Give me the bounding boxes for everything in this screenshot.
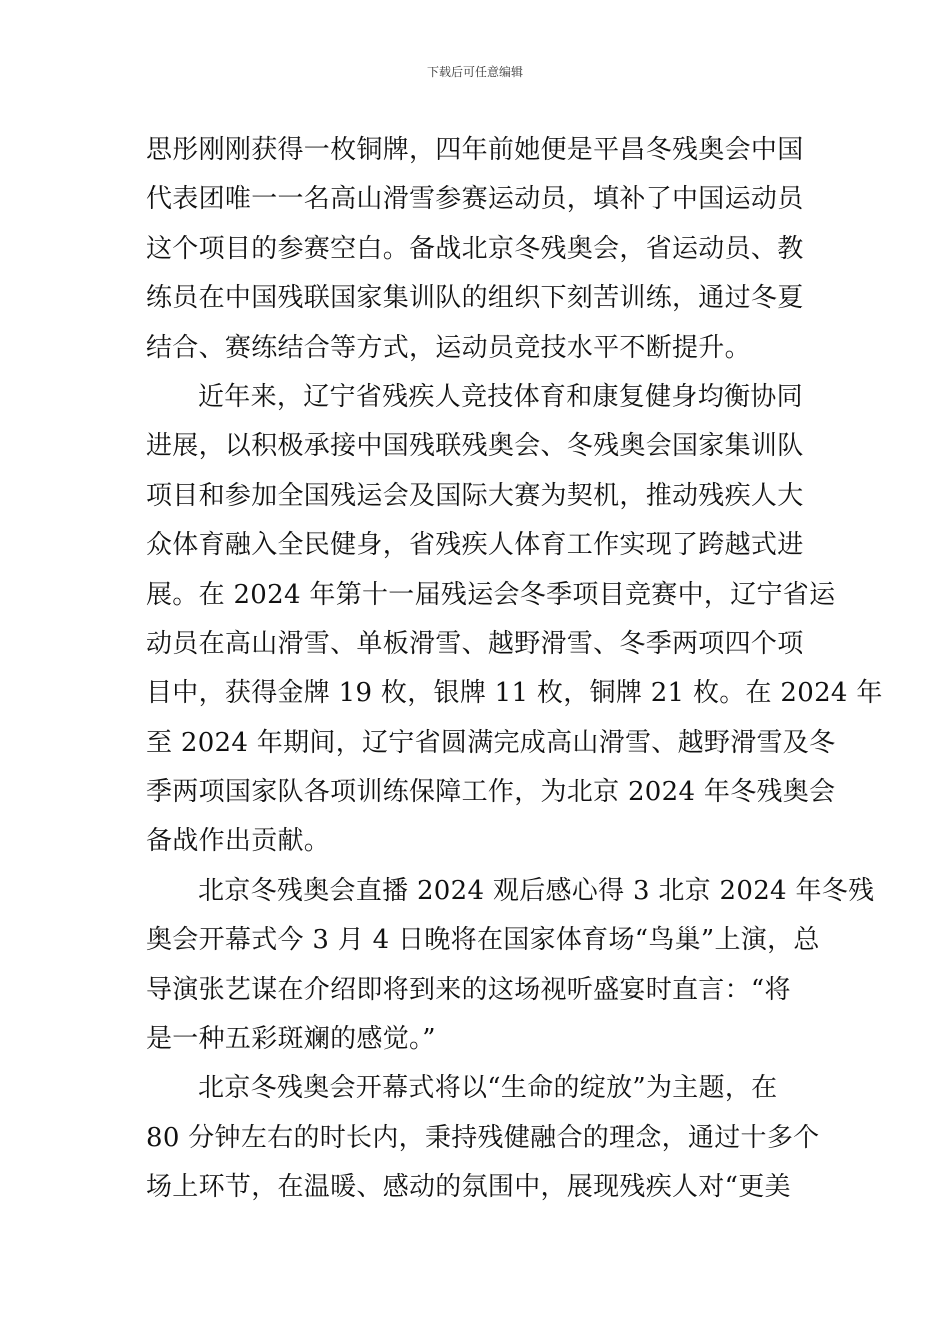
paragraph (146, 867, 875, 1065)
text-line: 代表团唯一一名高山滑雪参赛运动员，填补了中国运动员 (146, 184, 804, 215)
document-body (146, 126, 883, 1213)
text-line: 北京冬残奥会开幕式将以“生命的绽放”为主题，在 (198, 1073, 778, 1104)
text-line: 结合、赛练结合等方式，运动员竞技水平不断提升。 (146, 332, 751, 363)
text-line: 场上环节，在温暖、感动的氛围中，展现残疾人对“更美 (146, 1172, 791, 1203)
text-line: 这个项目的参赛空白。备战北京冬残奥会，省运动员、教 (146, 233, 804, 264)
text-line: 奥会开幕式今 3 月 4 日晚将在国家体育场“鸟巢”上演，总 (146, 925, 820, 956)
text-line: 思彤刚刚获得一枚铜牌，四年前她便是平昌冬残奥会中国 (146, 135, 804, 165)
text-line: 进展，以积极承接中国残联残奥会、冬残奥会国家集训队 (146, 431, 804, 462)
text-line: 季两项国家队各项训练保障工作，为北京 2024 年冬残奥会 (146, 777, 836, 808)
text-line: 展。在 2024 年第十一届残运会冬季项目竞赛中，辽宁省运 (146, 579, 836, 610)
text-line: 项目和参加全国残运会及国际大赛为契机，推动残疾人大 (146, 480, 804, 511)
text-line: 目中，获得金牌 19 枚，银牌 11 枚，铜牌 21 枚。在 2024 年 (146, 678, 883, 709)
text-line: 是一种五彩斑斓的感觉。” (146, 1024, 436, 1055)
paragraph (146, 1064, 820, 1212)
text-line: 至 2024 年期间，辽宁省圆满完成高山滑雪、越野滑雪及冬 (146, 727, 836, 758)
text-line: 北京冬残奥会直播 2024 观后感心得 3 北京 2024 年冬残 (198, 875, 875, 906)
text-line: 众体育融入全民健身，省残疾人体育工作实现了跨越式进 (146, 530, 804, 561)
text-line: 近年来，辽宁省残疾人竞技体育和康复健身均衡协同 (198, 381, 803, 412)
text-line: 备战作出贡献。 (146, 826, 331, 857)
paragraph (146, 373, 883, 867)
text-line: 80 分钟左右的时长内，秉持残健融合的理念，通过十多个 (146, 1122, 820, 1153)
page-header: 下载后可任意编辑 (426, 65, 523, 79)
paragraph (146, 126, 810, 373)
text-line: 导演张艺谋在介绍即将到来的这场视听盛宴时直言：“将 (146, 974, 791, 1005)
text-line: 练员在中国残联国家集训队的组织下刻苦训练，通过冬夏 (146, 283, 804, 314)
text-line: 动员在高山滑雪、单板滑雪、越野滑雪、冬季两项四个项 (146, 628, 804, 659)
